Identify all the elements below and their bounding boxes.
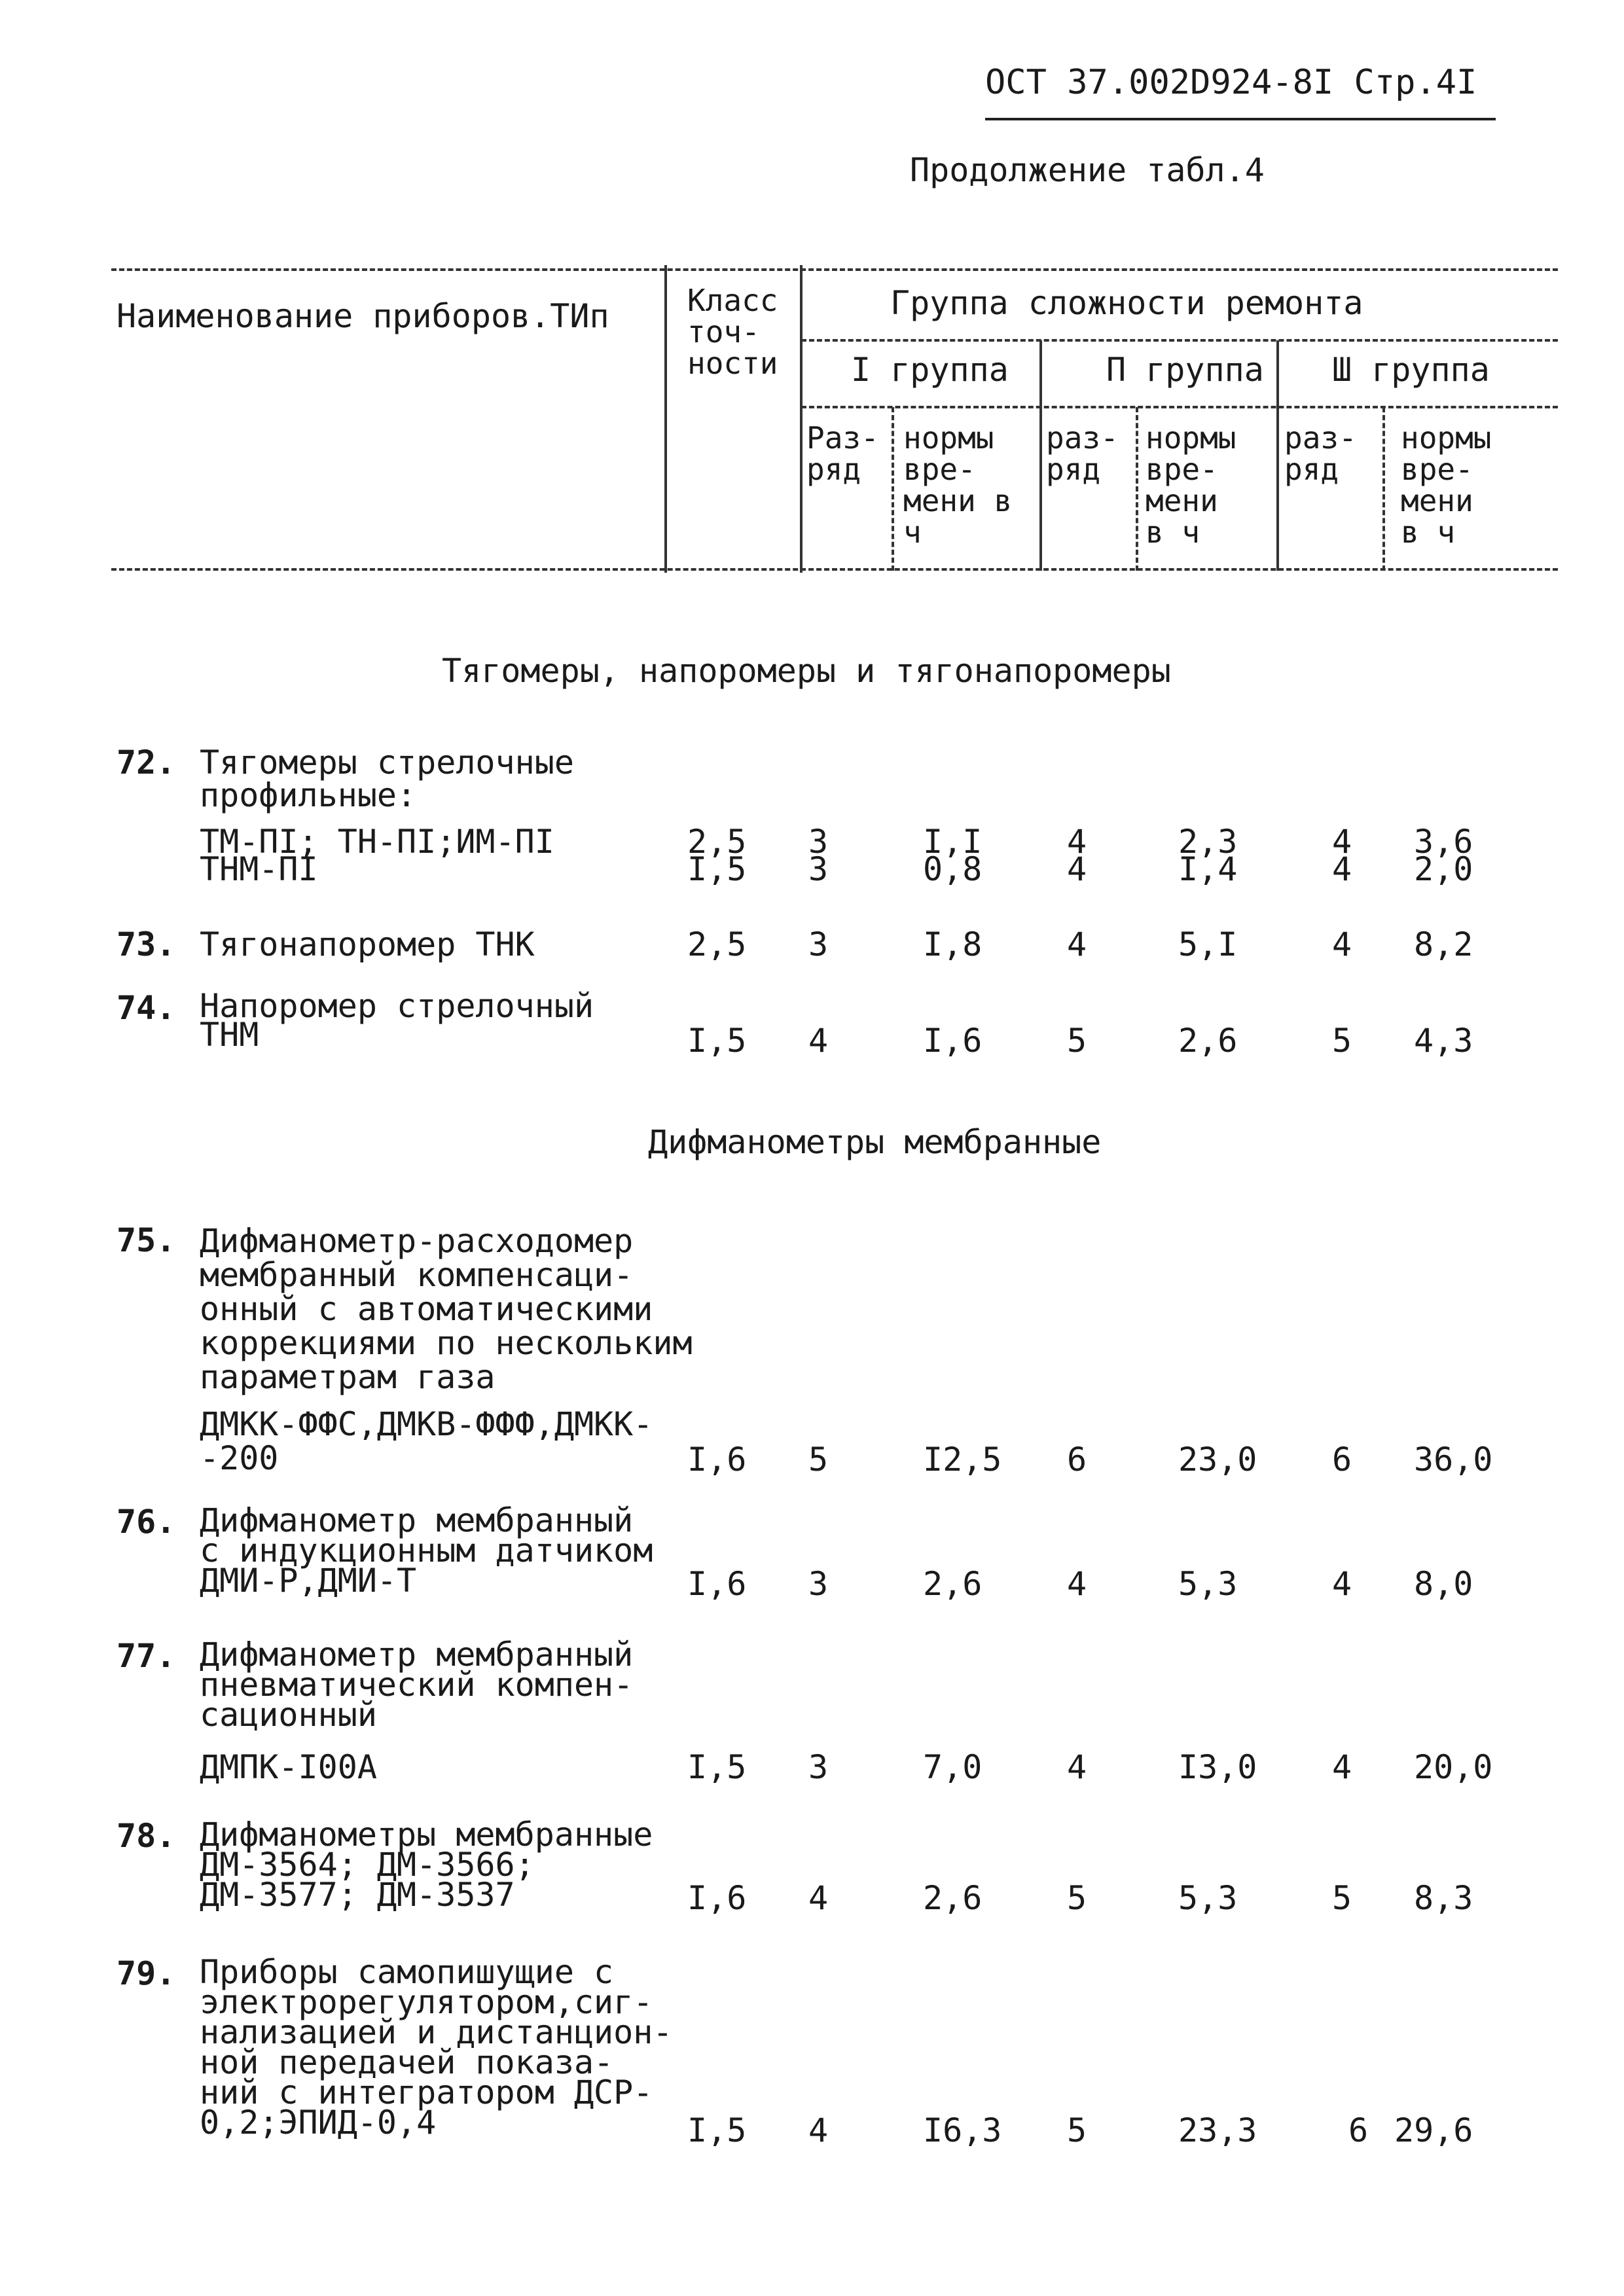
cell-razryad-2: 6: [1067, 1441, 1087, 1479]
cell-norm-3: 20,0: [1414, 1748, 1493, 1786]
row-name: Дифманометр мембранный пневматический компен- сационный: [200, 1636, 634, 1734]
cell-razryad-2: 5: [1067, 1879, 1087, 1917]
group3-razryad-header: раз- ряд: [1284, 420, 1357, 487]
column-header-class: Класс точ- ности: [687, 283, 778, 381]
cell-norm-2: 2,3 I,4: [1178, 823, 1238, 888]
group-title: Группа сложности ремонта: [890, 284, 1363, 322]
cell-class: I,6: [687, 1441, 747, 1479]
cell-norm-3: 4,3: [1414, 1022, 1473, 1060]
cell-razryad-1: 4: [808, 1022, 829, 1060]
cell-class: I,6: [687, 1879, 747, 1917]
row-name: Тягонапоромер ТНК: [200, 925, 535, 963]
cell-razryad-2: 5: [1067, 1022, 1087, 1060]
cell-norm-3: 8,3: [1414, 1879, 1473, 1917]
row-number: 75.: [117, 1221, 176, 1259]
group1-label: I группа: [851, 351, 1009, 389]
row-number: 72.: [117, 744, 176, 781]
row-number: 76.: [117, 1503, 176, 1541]
column-divider-group1: [1039, 340, 1042, 571]
table-header-bottom-rule: [111, 568, 1558, 571]
group-title-rule: [801, 339, 1558, 342]
column-divider-name: [664, 265, 667, 573]
column-divider-r2: [1136, 407, 1138, 571]
cell-norm-1: I,I 0,8: [923, 823, 983, 888]
row-subname: ДМКК-ФФС,ДМКВ-ФФФ,ДМКК- -200: [200, 1405, 653, 1477]
cell-norm-1: 2,6: [923, 1879, 983, 1917]
cell-razryad-2: 4 4: [1067, 823, 1087, 888]
cell-norm-1: I6,3: [923, 2111, 1002, 2149]
cell-norm-1: I,6: [923, 1022, 983, 1060]
cell-norm-1: I,8: [923, 925, 983, 963]
group2-norm-header: нормы вре- мени в ч: [1146, 420, 1236, 550]
row-name: Тягомеры стрелочные профильные:: [200, 744, 574, 814]
row-subname: ДМПК-I00А: [200, 1748, 377, 1786]
column-header-name: Наименование приборов.ТИп: [117, 297, 609, 335]
cell-class: I,5: [687, 1022, 747, 1060]
row-number: 77.: [117, 1637, 176, 1675]
group3-label: Ш группа: [1332, 351, 1490, 389]
cell-razryad-1: 3: [808, 1565, 829, 1603]
row-number: 78.: [117, 1817, 176, 1855]
cell-norm-1: 7,0: [923, 1748, 983, 1786]
row-number: 74.: [117, 989, 176, 1027]
cell-razryad-3: 5: [1332, 1879, 1352, 1917]
subgroup-rule: [801, 406, 1558, 408]
section-title-draft-gauges: Тягомеры, напоромеры и тягонапоромеры: [442, 652, 1171, 690]
cell-norm-3: 29,6: [1394, 2111, 1473, 2149]
row-name: Приборы самопишущие с электрорегулятором,сиг- нализацией и дистанцион- ной передачей показа- ний с интегратором ДСР- 0,2;ЭПИД-0,4: [200, 1953, 673, 2142]
cell-norm-2: 23,3: [1178, 2111, 1257, 2149]
cell-norm-3: 8,2: [1414, 925, 1473, 963]
cell-norm-1: I2,5: [923, 1441, 1002, 1479]
cell-razryad-2: 4: [1067, 1748, 1087, 1786]
row-name: Напоромер стрелочный ТНМ: [200, 987, 594, 1054]
cell-class: I,5: [687, 2111, 747, 2149]
cell-razryad-1: 4: [808, 1879, 829, 1917]
group2-label: П группа: [1106, 351, 1264, 389]
table-continuation-label: Продолжение табл.4: [910, 151, 1265, 189]
column-divider-r1: [892, 407, 894, 571]
column-divider-class: [800, 265, 803, 573]
section-title-membrane-manometers: Дифманометры мембранные: [648, 1123, 1102, 1161]
cell-class: I,5: [687, 1748, 747, 1786]
group2-razryad-header: раз- ряд: [1046, 420, 1119, 487]
cell-razryad-2: 4: [1067, 925, 1087, 963]
cell-norm-2: 2,6: [1178, 1022, 1238, 1060]
group1-norm-header: нормы вре- мени в ч: [903, 420, 1013, 550]
table-top-rule: [111, 268, 1558, 271]
row-name: Дифманометр-расходомер мембранный компенсаци- онный с автоматическими коррекциями по нескольким параметрам газа: [200, 1222, 693, 1396]
cell-class: I,6: [687, 1565, 747, 1603]
cell-class: 2,5 I,5: [687, 823, 747, 888]
cell-norm-3: 36,0: [1414, 1441, 1493, 1479]
cell-razryad-3: 6: [1348, 2111, 1369, 2149]
cell-norm-1: 2,6: [923, 1565, 983, 1603]
cell-norm-2: 5,I: [1178, 925, 1238, 963]
group3-norm-header: нормы вре- мени в ч: [1401, 420, 1492, 550]
cell-razryad-3: 5: [1332, 1022, 1352, 1060]
cell-razryad-3: 4: [1332, 925, 1352, 963]
cell-razryad-3: 4 4: [1332, 823, 1352, 888]
column-divider-group2: [1276, 340, 1279, 571]
header-underline: [985, 118, 1496, 120]
cell-norm-2: 5,3: [1178, 1565, 1238, 1603]
row-name: Дифманометр мембранный с индукционным датчиком ДМИ-Р,ДМИ-Т: [200, 1501, 653, 1600]
row-number: 73.: [117, 925, 176, 963]
cell-razryad-1: 5: [808, 1441, 829, 1479]
cell-razryad-3: 4: [1332, 1748, 1352, 1786]
cell-norm-2: I3,0: [1178, 1748, 1257, 1786]
cell-razryad-1: 3: [808, 925, 829, 963]
cell-razryad-2: 4: [1067, 1565, 1087, 1603]
cell-norm-3: 8,0: [1414, 1565, 1473, 1603]
cell-razryad-1: 3: [808, 1748, 829, 1786]
cell-class: 2,5: [687, 925, 747, 963]
row-name: Дифманометры мембранные ДМ-3564; ДМ-3566; ДМ-3577; ДМ-3537: [200, 1816, 653, 1914]
cell-razryad-3: 6: [1332, 1441, 1352, 1479]
cell-norm-3: 3,6 2,0: [1414, 823, 1473, 888]
cell-razryad-1: 4: [808, 2111, 829, 2149]
column-divider-r3: [1382, 407, 1385, 571]
group1-razryad-header: Раз- ряд: [806, 420, 879, 487]
cell-norm-2: 23,0: [1178, 1441, 1257, 1479]
row-number: 79.: [117, 1954, 176, 1992]
document-reference: ОСТ 37.002D924-8I Стр.4I: [985, 63, 1477, 102]
cell-razryad-2: 5: [1067, 2111, 1087, 2149]
row-subname: ТМ-ПI; ТН-ПI;ИМ-ПI ТНМ-ПI: [200, 823, 554, 888]
cell-razryad-1: 3 3: [808, 823, 829, 888]
cell-razryad-3: 4: [1332, 1565, 1352, 1603]
cell-norm-2: 5,3: [1178, 1879, 1238, 1917]
